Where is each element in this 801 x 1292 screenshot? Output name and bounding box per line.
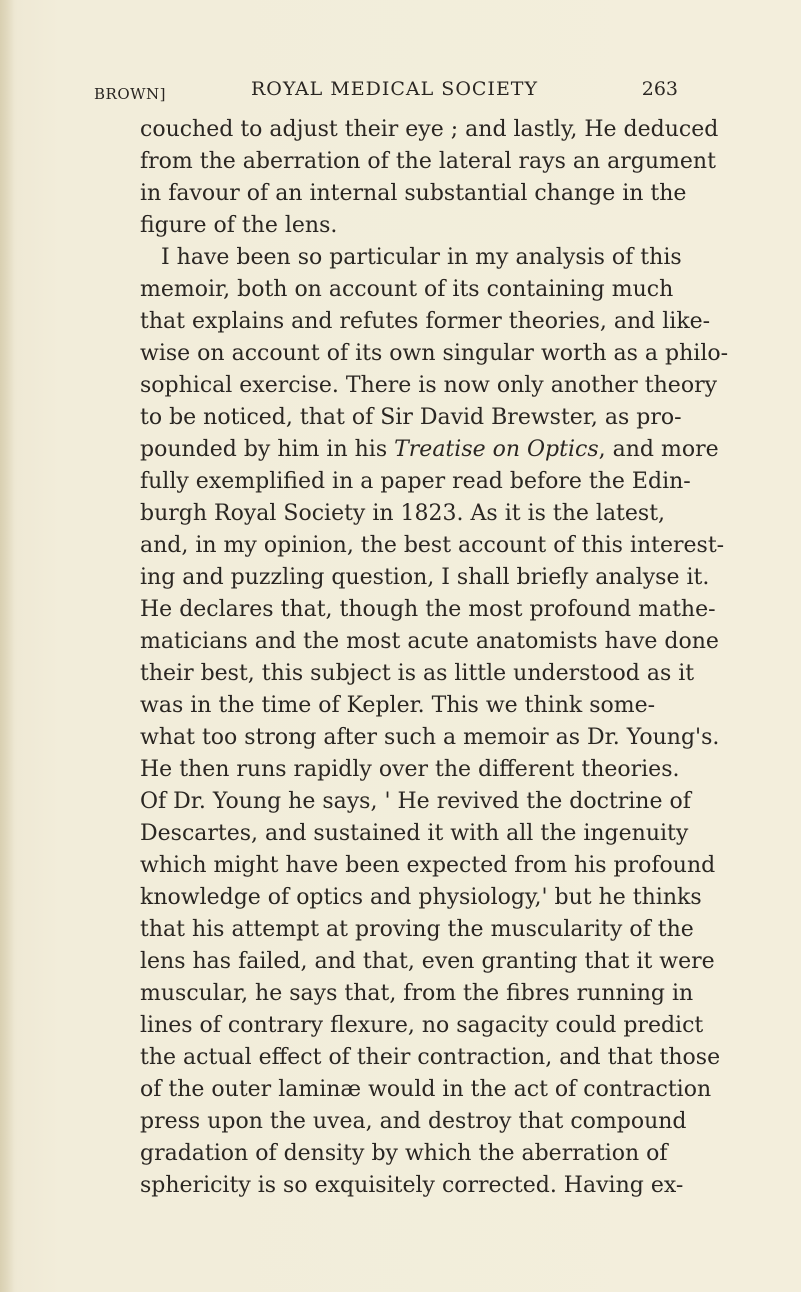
text-segment: pounded by him in his — [140, 437, 395, 462]
text-line: sphericity is so exquisitely corrected. Having ex- — [140, 1173, 684, 1198]
spine-shadow — [0, 0, 14, 1292]
running-header — [94, 76, 682, 106]
text-line: He declares that, though the most profound mathe- — [140, 597, 716, 622]
text-line: memoir, both on account of its containing much — [140, 277, 674, 302]
text-line: which might have been expected from his profound — [140, 853, 716, 878]
running-title: ROYAL MEDICAL SOCIETY — [251, 78, 539, 100]
text-line: wise on account of its own singular worth as a philo- — [140, 341, 729, 366]
text-line: that his attempt at proving the muscularity of the — [140, 917, 694, 942]
text-line: fully exemplified in a paper read before the Edin- — [140, 469, 691, 494]
text-line: figure of the lens. — [140, 213, 338, 238]
text-line: He then runs rapidly over the different theories. — [140, 757, 680, 782]
text-line: of the outer laminæ would in the act of contraction — [140, 1077, 712, 1102]
text-line: press upon the uvea, and destroy that compound — [140, 1109, 687, 1134]
text-line: what too strong after such a memoir as Dr. Young's. — [140, 725, 720, 750]
text-line: in favour of an internal substantial change in the — [140, 181, 687, 206]
text-line: knowledge of optics and physiology,' but he thinks — [140, 885, 702, 910]
book-title: Treatise on Optics — [394, 437, 599, 462]
text-line: and, in my opinion, the best account of this interest- — [140, 533, 725, 558]
text-line: ing and puzzling question, I shall briefly analyse it. — [140, 565, 710, 590]
page-number: 263 — [641, 78, 678, 100]
text-line: couched to adjust their eye ; and lastly, He deduced — [140, 117, 719, 142]
text-line: muscular, he says that, from the fibres running in — [140, 981, 694, 1006]
text-line: I have been so particular in my analysis of this — [161, 245, 682, 270]
text-line: from the aberration of the lateral rays an argument — [140, 149, 716, 174]
text-line: maticians and the most acute anatomists have done — [140, 629, 719, 654]
text-line: was in the time of Kepler. This we think some- — [140, 693, 656, 718]
text-line: their best, this subject is as little understood as it — [140, 661, 695, 686]
text-line: sophical exercise. There is now only another theory — [140, 373, 718, 398]
text-line: Of Dr. Young he says, ' He revived the doctrine of — [140, 789, 691, 814]
text-line: the actual effect of their contraction, and that those — [140, 1045, 721, 1070]
text-line: that explains and refutes former theories, and like- — [140, 309, 711, 334]
text-line: lens has failed, and that, even granting that it were — [140, 949, 715, 974]
text-line: lines of contrary flexure, no sagacity could predict — [140, 1013, 704, 1038]
text-line: Descartes, and sustained it with all the ingenuity — [140, 821, 689, 846]
text-segment: , and more — [598, 437, 719, 462]
text-line: gradation of density by which the aberration of — [140, 1141, 668, 1166]
text-line: burgh Royal Society in 1823. As it is the latest, — [140, 501, 666, 526]
text-line — [140, 434, 719, 466]
text-line: to be noticed, that of Sir David Brewster, as pro- — [140, 405, 682, 430]
author-tag: BROWN] — [94, 85, 167, 103]
